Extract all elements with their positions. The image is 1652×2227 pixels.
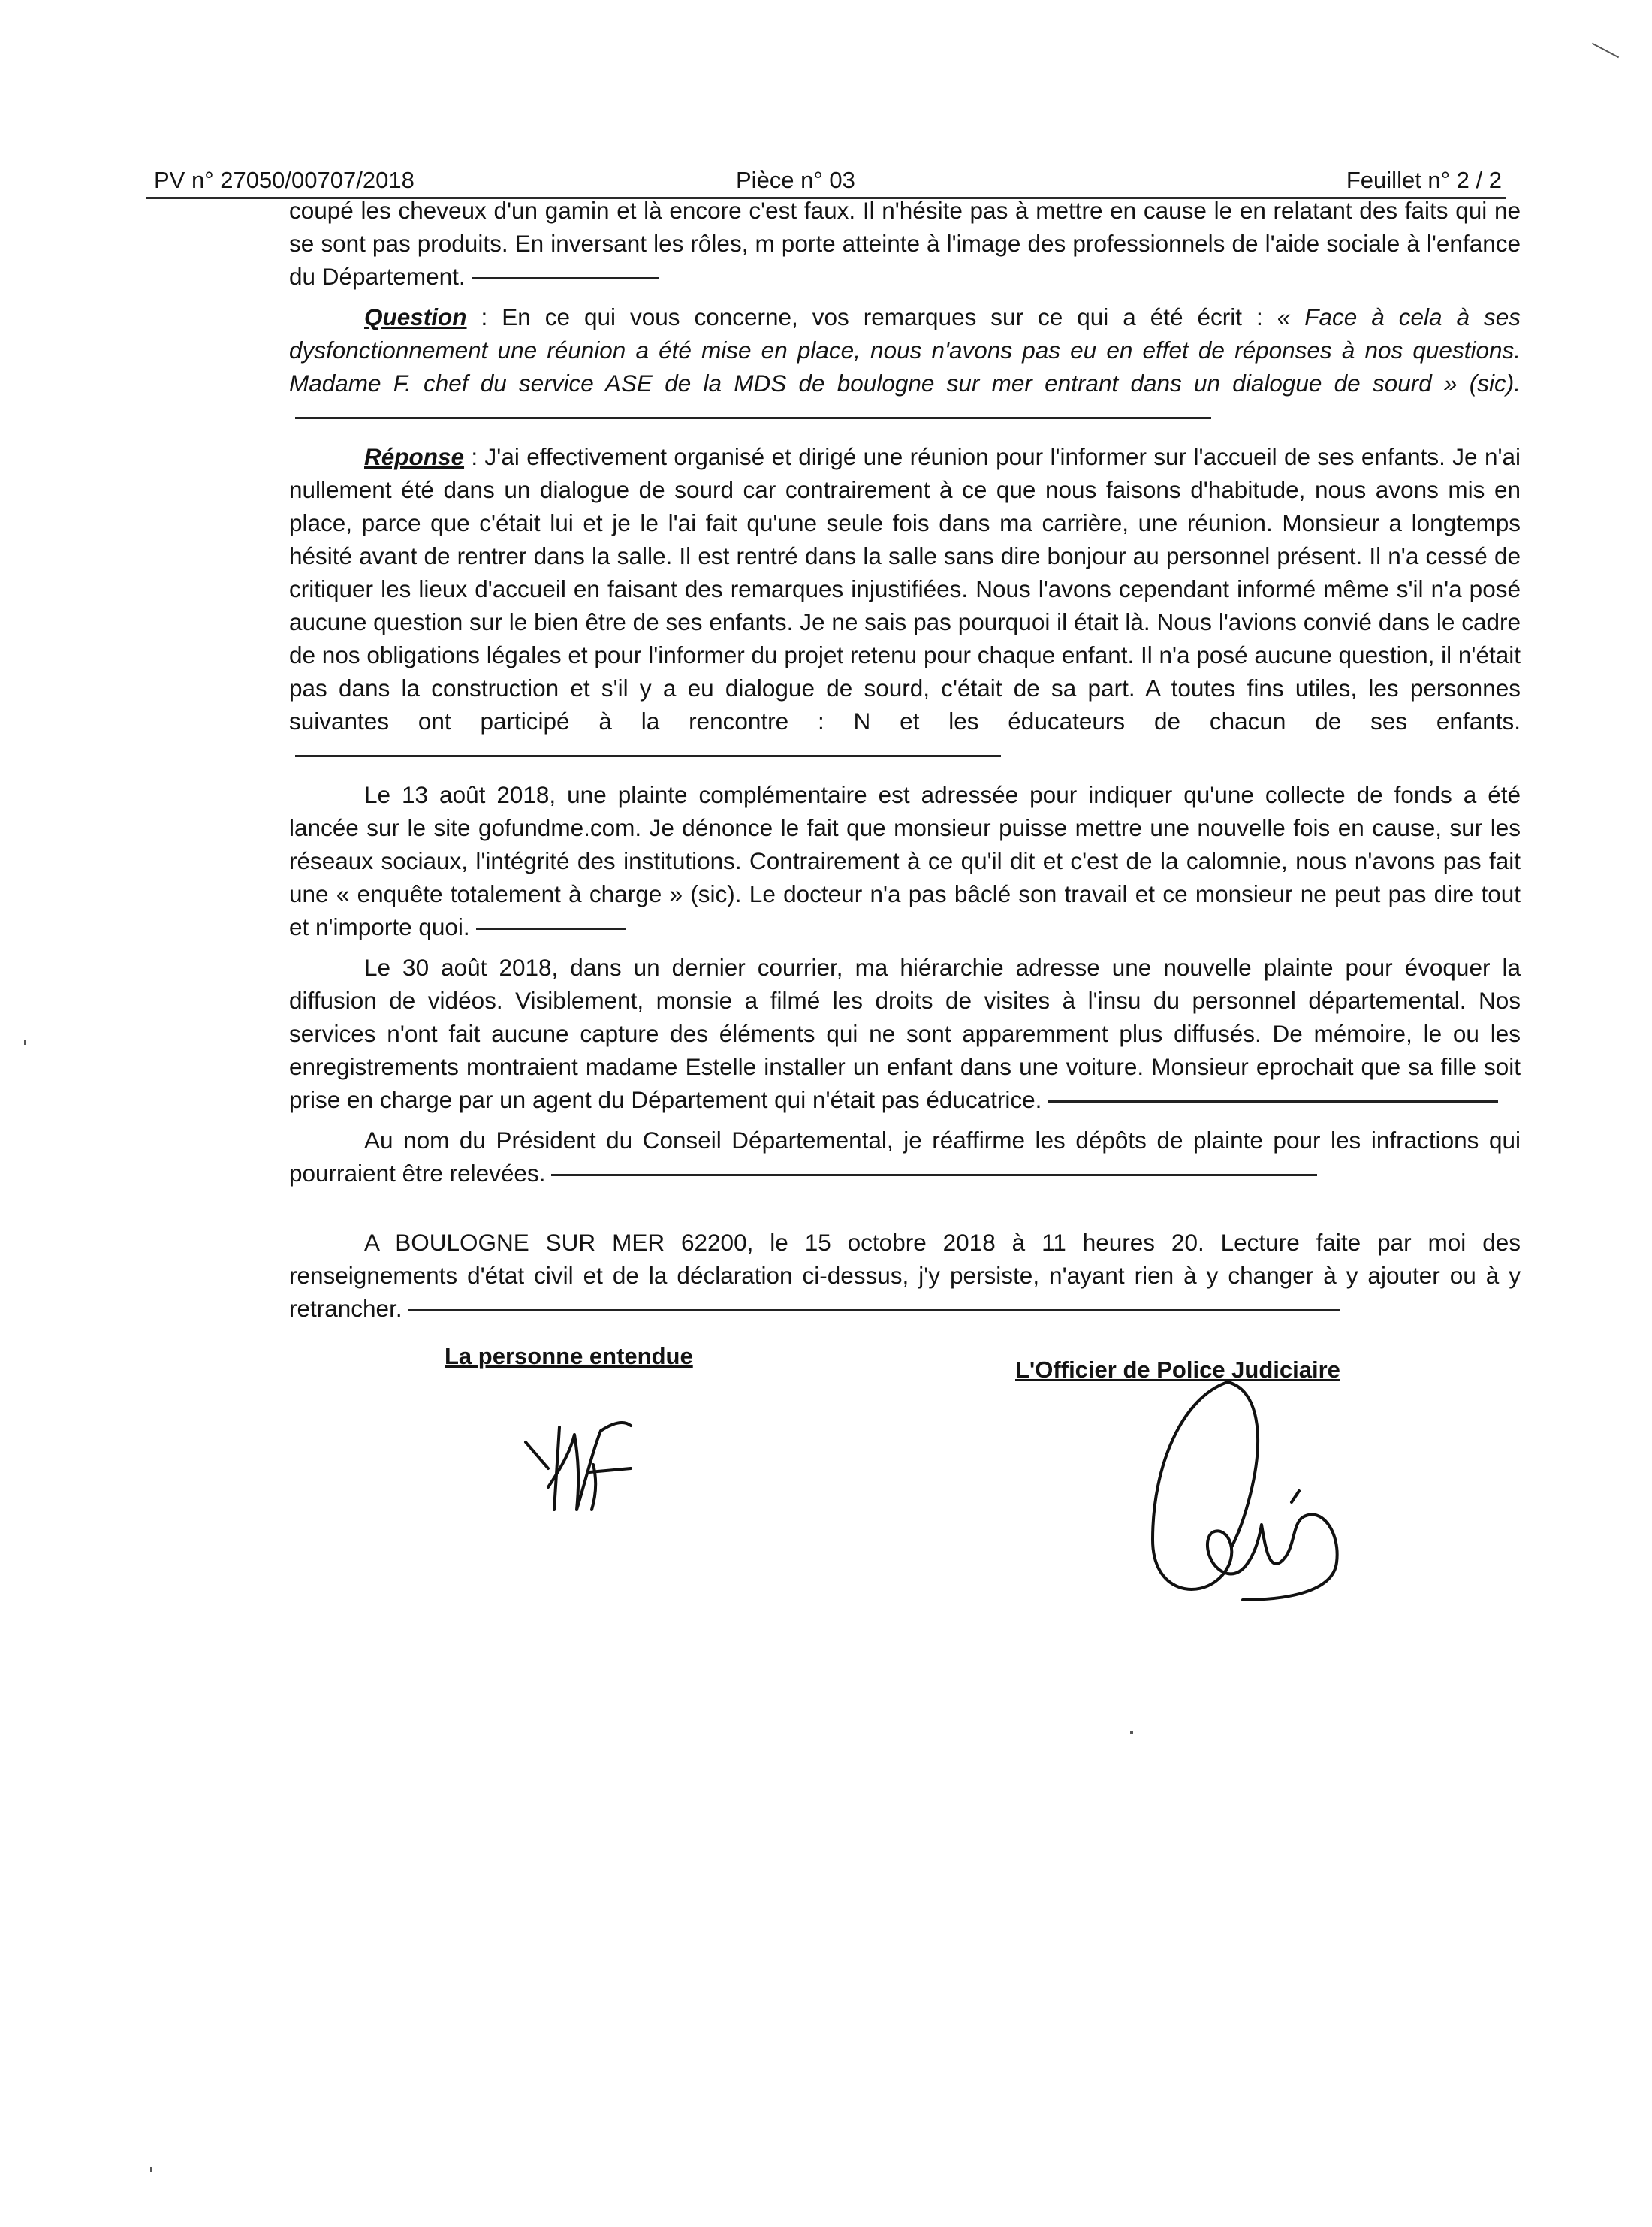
feuillet-number: Feuillet n° 2 / 2: [1346, 167, 1502, 193]
scan-mark-center: [1130, 1731, 1133, 1734]
paragraph-president-text: Au nom du Président du Conseil Départemental, je réaffirme les dépôts de plainte pour les infractions qui pourraient être relevées.: [289, 1127, 1521, 1187]
signature-right-image: [1138, 1375, 1355, 1607]
question-text: : En ce qui vous concerne, vos remarques sur ce qui a été écrit :: [466, 303, 1277, 330]
paragraph-13-aout: [289, 778, 1521, 943]
question-label: Question: [364, 303, 467, 330]
reponse-label: Réponse: [364, 443, 465, 470]
pv-number: PV n° 27050/00707/2018: [154, 167, 415, 193]
paragraph-30-aout: [289, 951, 1521, 1116]
reponse-text: : J'ai effectivement organisé et dirigé une réunion pour l'informer sur l'accueil de ses enfants. Je n'ai nullement été dans un dialogue de sourd car contrairement à ce que nous faisons d'habitude, nous avons mis en place, parce que c'était lui et je le l'ai fait qu'une seule fois dans ma carrière, une réunion. Monsieur a longtemps hésité avant de rentrer dans la salle. Il est rentré dans la salle sans dire bonjour au personnel présent. Il n'a cessé de critiquer les lieux d'accueil en faisant des remarques injustifiées. Nous l'avons cependant informé même s'il n'a posé aucune question sur le bien être de ses enfants. Je ne sais pas pourquoi il était là. Nous l'avions convié dans le cadre de nos obligations légales et pour l'informer du projet retenu pour chaque enfant. Il n'a posé aucune question, il n'était pas dans la construction et s'il y a eu dialogue de sourd, c'était de sa part. A toutes fins utiles, les personnes suivantes ont participé à la rencontre : N et les éducateurs de chacun de ses enfants.: [289, 443, 1521, 735]
paragraph-president: [289, 1124, 1521, 1190]
paragraph-13-aout-text: Le 13 août 2018, une plainte complémentaire est adressée pour indiquer qu'une collecte de fonds a été lancée sur le site gofundme.com. Je dénonce le fait que monsieur puisse mettre une nouvelle fois en cause, sur les réseaux sociaux, l'intégrité des institutions. Contrairement à ce qu'il dit et c'est de la calomnie, nous n'avons pas fait une « enquête totalement à charge » (sic). Le docteur n'a pas bâclé son travail et ce monsieur ne peut pas dire tout et n'importe quoi.: [289, 781, 1521, 940]
paragraph-closing-text: A BOULOGNE SUR MER 62200, le 15 octobre 2018 à 11 heures 20. Lecture faite par moi des renseignements d'état civil et de la déclaration ci-dessus, j'y persiste, n'ayant rien à y changer à y ajouter ou à y retrancher.: [289, 1229, 1521, 1322]
paragraph-30-aout-text: Le 30 août 2018, dans un dernier courrier, ma hiérarchie adresse une nouvelle plainte pour évoquer la diffusion de vidéos. Visiblement, monsie a filmé les droits de visites à l'insu du personnel départemental. Nos services n'ont fait aucune capture des éléments qui ne sont apparemment plus diffusés. De mémoire, le ou les enregistrements montraient madame Estelle installer un enfant dans une voiture. Monsieur eprochait que sa fille soit prise en charge par un agent du Département qui n'était pas éducatrice.: [289, 954, 1521, 1113]
signature-left-image: [518, 1397, 638, 1525]
piece-number: Pièce n° 03: [736, 167, 855, 193]
paragraph-intro-text: coupé les cheveux d'un gamin et là encore c'est faux. Il n'hésite pas à mettre en cause le en relatant des faits qui ne se sont pas produits. En inversant les rôles, m porte atteinte à l'image des professionnels de l'aide sociale à l'enfance du Département.: [289, 197, 1521, 290]
scan-mark-top-right: [1592, 43, 1619, 59]
signature-title-right: L'Officier de Police Judiciaire: [1015, 1356, 1340, 1383]
scan-mark-left: [24, 1040, 26, 1045]
question-quote: « Face à cela à ses dysfonctionnement une réunion a été mise en place, nous n'avons pas eu en effet de réponses à nos questions. Madame F. chef du service ASE de la MDS de boulogne sur mer entrant dans un dialogue de sourd » (sic).: [289, 303, 1521, 397]
scan-mark-bottom-left: [150, 2167, 152, 2172]
paragraph-closing: [289, 1226, 1521, 1325]
signature-title-left: La personne entendue: [445, 1343, 693, 1369]
paragraph-reponse: [289, 440, 1521, 771]
paragraph-intro: [289, 194, 1521, 293]
paragraph-question: [289, 300, 1521, 433]
document-body: [289, 194, 1521, 1332]
